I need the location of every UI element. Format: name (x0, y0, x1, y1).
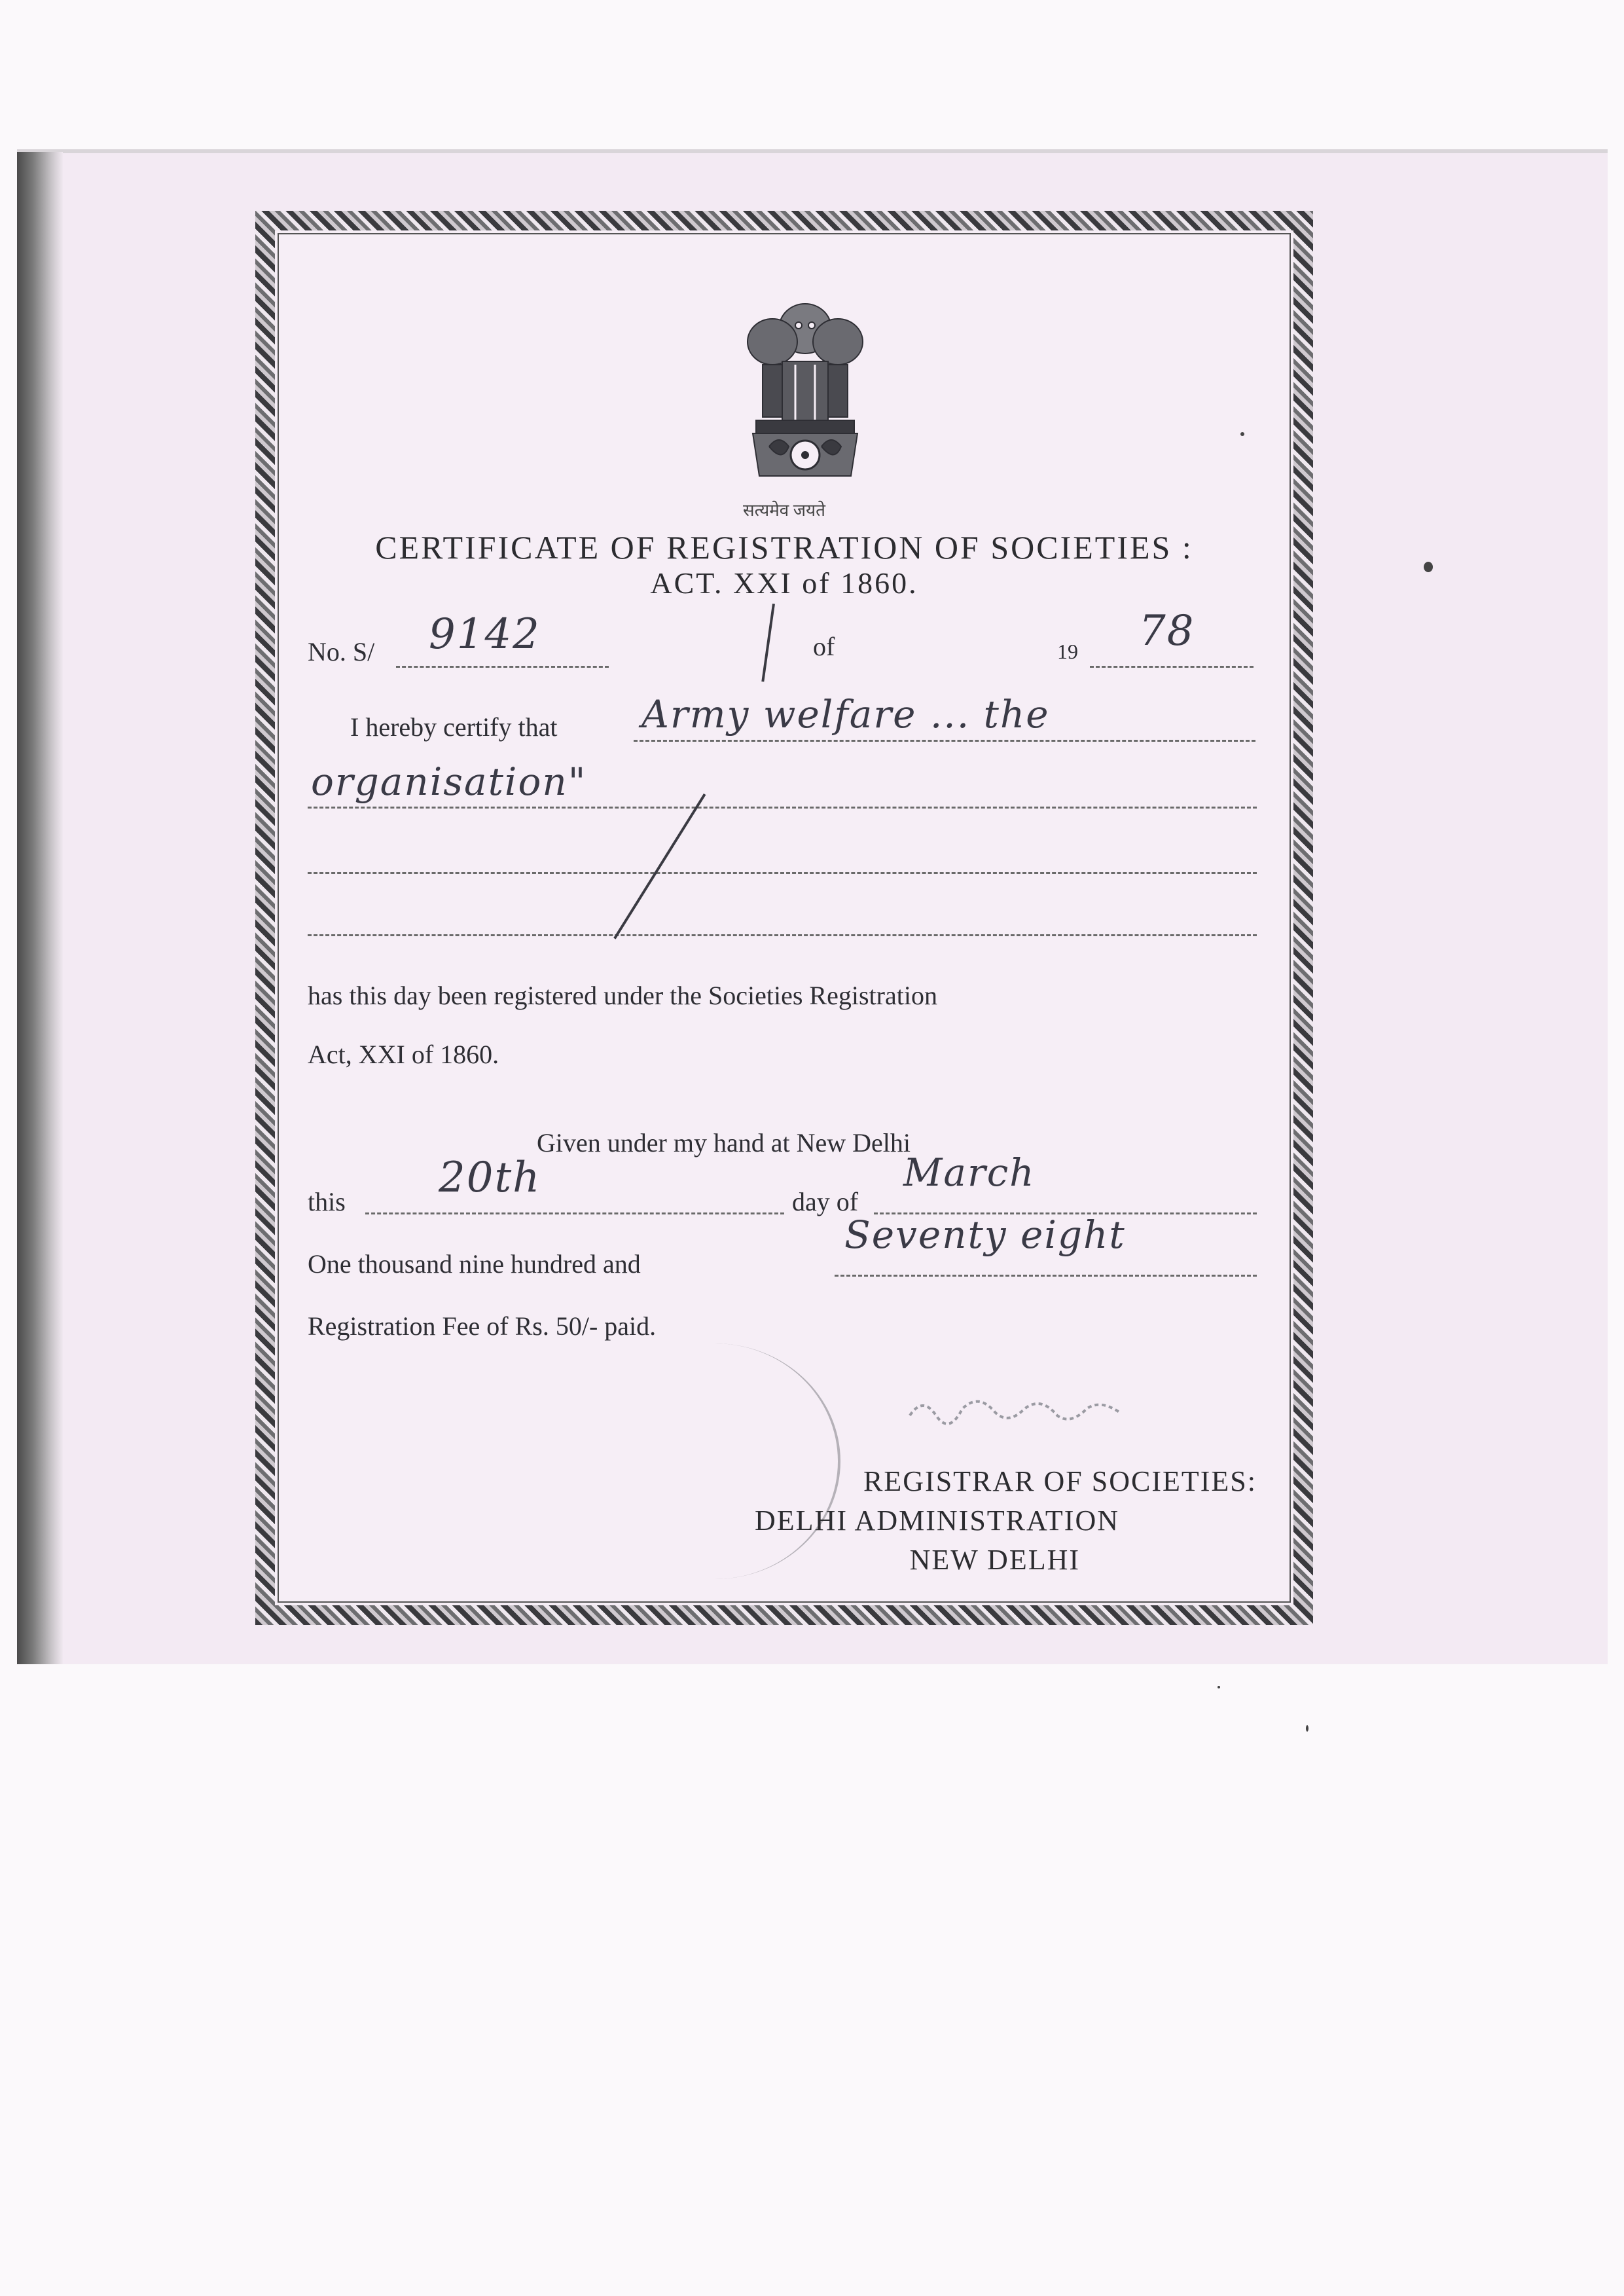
strike-through-stroke (613, 793, 706, 939)
registrar-administration: DELHI ADMINISTRATION (755, 1504, 1119, 1537)
scan-speck (1240, 432, 1244, 436)
year-in-words: Seventy eight (844, 1212, 1126, 1257)
national-emblem-icon (736, 293, 874, 489)
act-reference: Act, XXI of 1860. (308, 1040, 499, 1069)
given-under-hand: Given under my hand at New Delhi (537, 1128, 911, 1157)
of-label: of (813, 632, 835, 661)
society-dotted-line-2 (308, 807, 1257, 809)
society-dotted-line-3 (308, 872, 1257, 874)
society-dotted-line-1 (634, 740, 1255, 742)
registration-number: 9142 (429, 610, 541, 659)
certificate-act-subtitle: ACT. XXI of 1860. (650, 566, 918, 600)
society-dotted-line-4 (308, 934, 1257, 936)
year-prefix: 19 (1057, 640, 1078, 663)
pen-stroke (761, 604, 775, 682)
certify-label: I hereby certify that (350, 712, 558, 742)
number-dotted-line (396, 666, 609, 668)
day-of-label: day of (792, 1187, 859, 1216)
certificate-title: CERTIFICATE OF REGISTRATION OF SOCIETIES : (375, 529, 1193, 566)
certificate-frame (255, 211, 1313, 1625)
registration-day: 20th (439, 1154, 541, 1202)
day-dotted-line (365, 1212, 784, 1214)
society-name-line1: Army welfare ... the (641, 692, 1050, 737)
society-name-line2: organisation" (311, 759, 587, 804)
registrar-location: NEW DELHI (909, 1544, 1080, 1576)
number-label: No. S/ (308, 637, 375, 666)
registrar-signature (903, 1389, 1139, 1429)
registration-year: 78 (1139, 607, 1195, 655)
scan-speck (1218, 1686, 1220, 1688)
scan-speck (1424, 562, 1433, 572)
scan-top-edge (17, 149, 1608, 153)
year-words-label: One thousand nine hundred and (308, 1249, 641, 1279)
registered-statement: has this day been registered under the Societies Registration (308, 981, 937, 1010)
scan-speck (1306, 1725, 1308, 1732)
registration-month: March (903, 1150, 1036, 1195)
emblem-motto: सत्यमेव जयते (743, 501, 825, 520)
year-dotted-line (1090, 666, 1254, 668)
scan-binding-shadow (17, 152, 63, 1664)
year-words-dotted-line (835, 1275, 1257, 1277)
registrar-title: REGISTRAR OF SOCIETIES: (863, 1465, 1257, 1497)
registration-fee: Registration Fee of Rs. 50/- paid. (308, 1311, 657, 1341)
this-label: this (308, 1187, 346, 1216)
